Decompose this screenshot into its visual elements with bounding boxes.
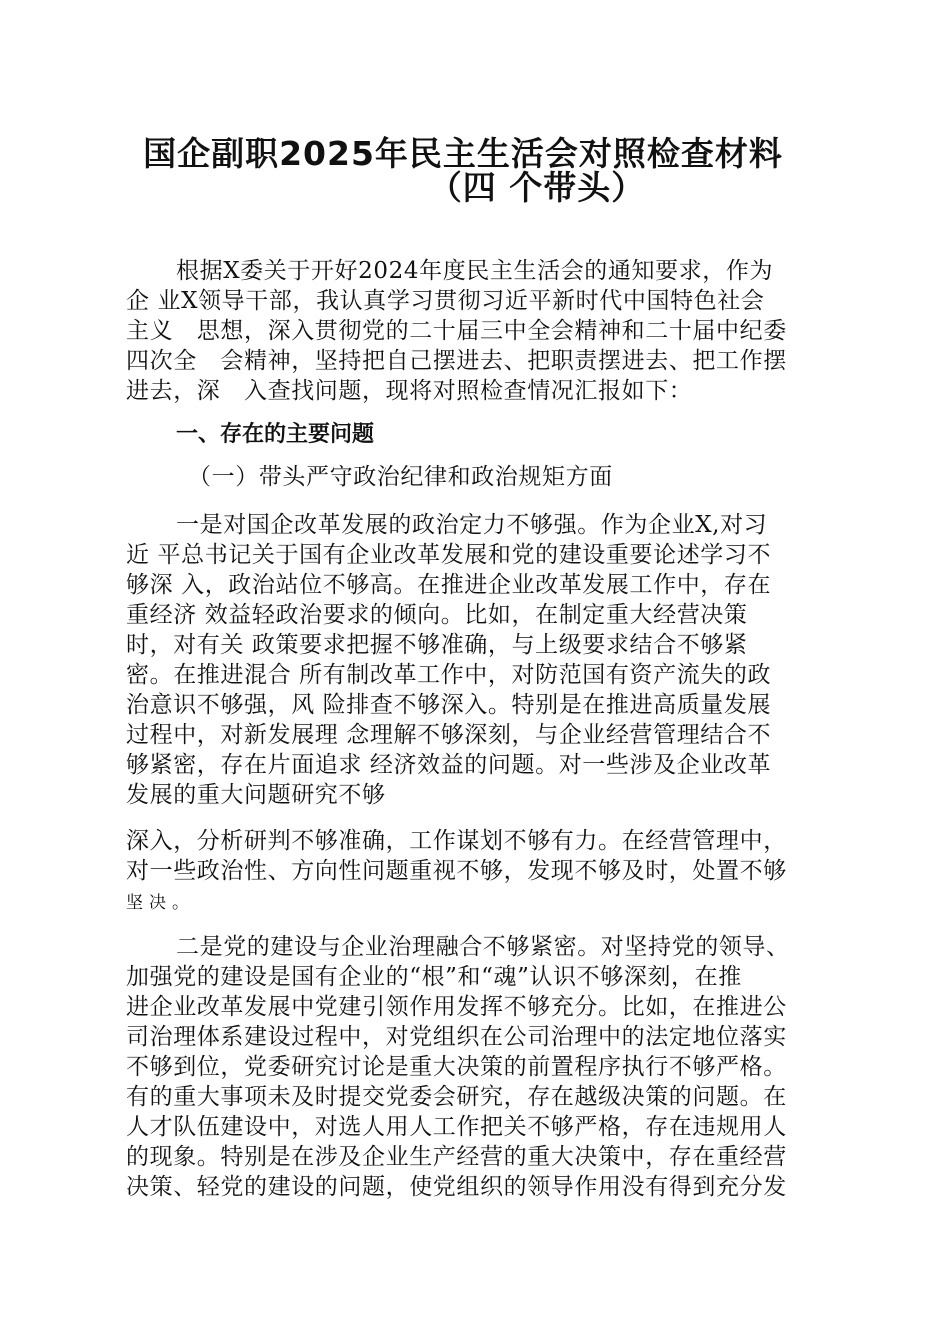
document-title: 国企副职2025年民主生活会对照检查材料	[143, 134, 783, 173]
paragraph-line: 加强党的建设是国有企业的“根”和“魂”认识不够深刻，在推	[126, 964, 742, 990]
intro-line: 进去，深 入查找问题，现将对照检查情况汇报如下：	[126, 378, 693, 404]
paragraph-line: 重经济 效益轻政治要求的倾向。比如，在制定重大经营决策	[126, 602, 748, 628]
paragraph-line: 不够到位，党委研究讨论是重大决策的前置程序执行不够严格。	[126, 1054, 787, 1080]
paragraph-line: 一是对国企改革发展的政治定力不够强。作为企业X,对习	[176, 512, 768, 538]
paragraph-tail: 坚决。	[126, 893, 195, 913]
paragraph-line: 时，对有关 政策要求把握不够准确，与上级要求结合不够紧	[126, 632, 748, 658]
paragraph-line: 治意识不够强，风 险排查不够深入。特别是在推进高质量发展	[126, 692, 772, 718]
paragraph-line: 二是党的建设与企业治理融合不够紧密。对坚持党的领导、	[176, 934, 790, 960]
intro-line: 四次全 会精神，坚持把自己摆进去、把职责摆进去、把工作摆	[126, 348, 787, 374]
paragraph-line: 够紧密，存在片面追求 经济效益的问题。对一些涉及企业改革	[126, 752, 772, 778]
paragraph-line: 发展的重大问题研究不够	[126, 782, 386, 808]
paragraph-line: 进企业改革发展中党建引领作用发挥不够充分。比如，在推进公	[126, 994, 787, 1020]
paragraph-line: 密。在推进混合 所有制改革工作中，对防范国有资产流失的政	[126, 662, 772, 688]
paragraph-line: 司治理体系建设过程中，对党组织在公司治理中的法定地位落实	[126, 1024, 787, 1050]
subsection-heading: （一）带头严守政治纪律和政治规矩方面	[188, 464, 613, 490]
intro-line: 主义 思想，深入贯彻党的二十届三中全会精神和二十届中纪委	[126, 318, 787, 344]
intro-line: 企 业X领导干部，我认真学习贯彻习近平新时代中国特色社会	[126, 288, 765, 314]
intro-line: 根据X委关于开好2024年度民主生活会的通知要求，作为	[176, 258, 774, 284]
paragraph-line: 的现象。特别是在涉及企业生产经营的重大决策中，存在重经营	[126, 1144, 787, 1170]
paragraph-line	[126, 886, 841, 918]
paragraph-line: 人才队伍建设中，对选人用人工作把关不够严格，存在违规用人	[126, 1114, 787, 1140]
paragraph-line: 有的重大事项未及时提交党委会研究，存在越级决策的问题。在	[126, 1084, 787, 1110]
paragraph-line: 深入，分析研判不够准确，工作谋划不够有力。在经营管理中，	[126, 828, 787, 854]
paragraph-line: 对一些政治性、方向性问题重视不够，发现不够及时，处置不够	[126, 858, 787, 884]
section-heading: 一、存在的主要问题	[176, 422, 375, 447]
paragraph-line: 过程中，对新发展理 念理解不够深刻，与企业经营管理结合不	[126, 722, 772, 748]
paragraph-line: 够深 入，政治站位不够高。在推进企业改革发展工作中，存在	[126, 572, 772, 598]
paragraph-line: 近 平总书记关于国有企业改革发展和党的建设重要论述学习不	[126, 542, 772, 568]
paragraph-line: 决策、轻党的建设的问题，使党组织的领导作用没有得到充分发	[126, 1174, 787, 1200]
document-subtitle: （四 个带头）	[428, 168, 646, 207]
